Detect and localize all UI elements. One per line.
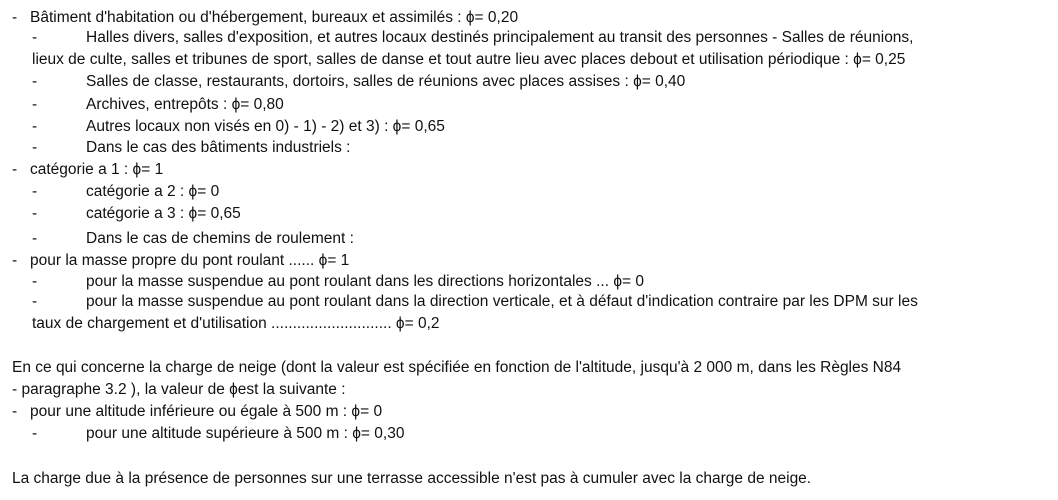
list-item-masse-propre xyxy=(12,251,349,271)
list-item-text: Bâtiment d'habitation ou d'hébergement, bureaux et assimilés : ϕ= 0,20 xyxy=(30,9,519,26)
list-item-text: Dans le cas de chemins de roulement : xyxy=(86,230,354,247)
list-dash: - xyxy=(32,230,38,247)
list-dash: - xyxy=(32,273,38,290)
list-item-text: Archives, entrepôts : ϕ= 0,80 xyxy=(86,96,284,113)
list-item-masse-horizontale xyxy=(32,272,644,292)
list-item-categorie-a2 xyxy=(32,182,219,202)
list-item-text: lieux de culte, salles et tribunes de sport, salles de danse et tout autre lieu avec places debout et utilisation périodique : ϕ= 0,25 xyxy=(32,51,906,68)
list-item-batiments-industriels xyxy=(32,138,350,158)
list-item-salles-classe xyxy=(32,72,685,92)
list-dash: - xyxy=(12,9,18,26)
paragraph-text: - paragraphe 3.2 ), la valeur de ϕest la suivante : xyxy=(12,381,346,398)
list-dash: - xyxy=(12,252,18,269)
list-dash: - xyxy=(12,403,18,420)
list-item-text: taux de chargement et d'utilisation ............................ ϕ= 0,2 xyxy=(32,315,440,332)
list-item-archives xyxy=(32,95,284,115)
paragraph-charge-neige-continuation xyxy=(12,380,346,400)
list-dash: - xyxy=(32,425,38,442)
list-item-halles xyxy=(32,28,914,48)
list-dash: - xyxy=(32,293,38,310)
list-item-masse-verticale xyxy=(32,292,918,312)
list-item-categorie-a1 xyxy=(12,160,163,180)
list-dash: - xyxy=(32,29,38,46)
list-item-text: pour la masse suspendue au pont roulant dans la direction verticale, et à défaut d'indication contraire par les DPM sur les xyxy=(86,293,918,310)
list-item-text: Autres locaux non visés en 0) - 1) - 2) et 3) : ϕ= 0,65 xyxy=(86,118,445,135)
list-dash: - xyxy=(32,205,38,222)
list-dash: - xyxy=(32,73,38,90)
list-item-altitude-inferieure xyxy=(12,402,382,422)
paragraph-text: La charge due à la présence de personnes sur une terrasse accessible n'est pas à cumuler avec la charge de neige. xyxy=(12,470,812,487)
list-item-halles-continuation xyxy=(32,50,905,70)
list-item-categorie-a3 xyxy=(32,204,241,224)
list-item-building-habitation xyxy=(12,8,518,28)
list-item-text: pour la masse propre du pont roulant ...... ϕ= 1 xyxy=(30,252,350,269)
list-item-text: Salles de classe, restaurants, dortoirs, salles de réunions avec places assises : ϕ= 0,40 xyxy=(86,73,686,90)
list-item-text: Halles divers, salles d'exposition, et autres locaux destinés principalement au transit des personnes - Salles de réunions, xyxy=(86,29,914,46)
list-item-text: pour une altitude supérieure à 500 m : ϕ= 0,30 xyxy=(86,425,405,442)
list-dash: - xyxy=(32,139,38,156)
paragraph-text: En ce qui concerne la charge de neige (dont la valeur est spécifiée en fonction de l'altitude, jusqu'à 2 000 m, dans les Règles N84 xyxy=(12,359,902,376)
list-item-altitude-superieure xyxy=(32,424,404,444)
paragraph-charge-neige xyxy=(12,358,901,378)
list-item-text: catégorie a 2 : ϕ= 0 xyxy=(86,183,220,200)
list-item-text: pour la masse suspendue au pont roulant dans les directions horizontales ... ϕ= 0 xyxy=(86,273,644,290)
list-dash: - xyxy=(12,161,18,178)
list-dash: - xyxy=(32,183,38,200)
list-dash: - xyxy=(32,96,38,113)
list-item-masse-verticale-continuation xyxy=(32,314,440,334)
list-item-autres-locaux xyxy=(32,117,445,137)
list-item-text: catégorie a 3 : ϕ= 0,65 xyxy=(86,205,241,222)
list-item-text: pour une altitude inférieure ou égale à 500 m : ϕ= 0 xyxy=(30,403,383,420)
list-item-chemins-roulement xyxy=(32,229,354,249)
list-item-text: Dans le cas des bâtiments industriels : xyxy=(86,139,351,156)
list-item-text: catégorie a 1 : ϕ= 1 xyxy=(30,161,164,178)
paragraph-terrasse xyxy=(12,469,811,489)
list-dash: - xyxy=(32,118,38,135)
